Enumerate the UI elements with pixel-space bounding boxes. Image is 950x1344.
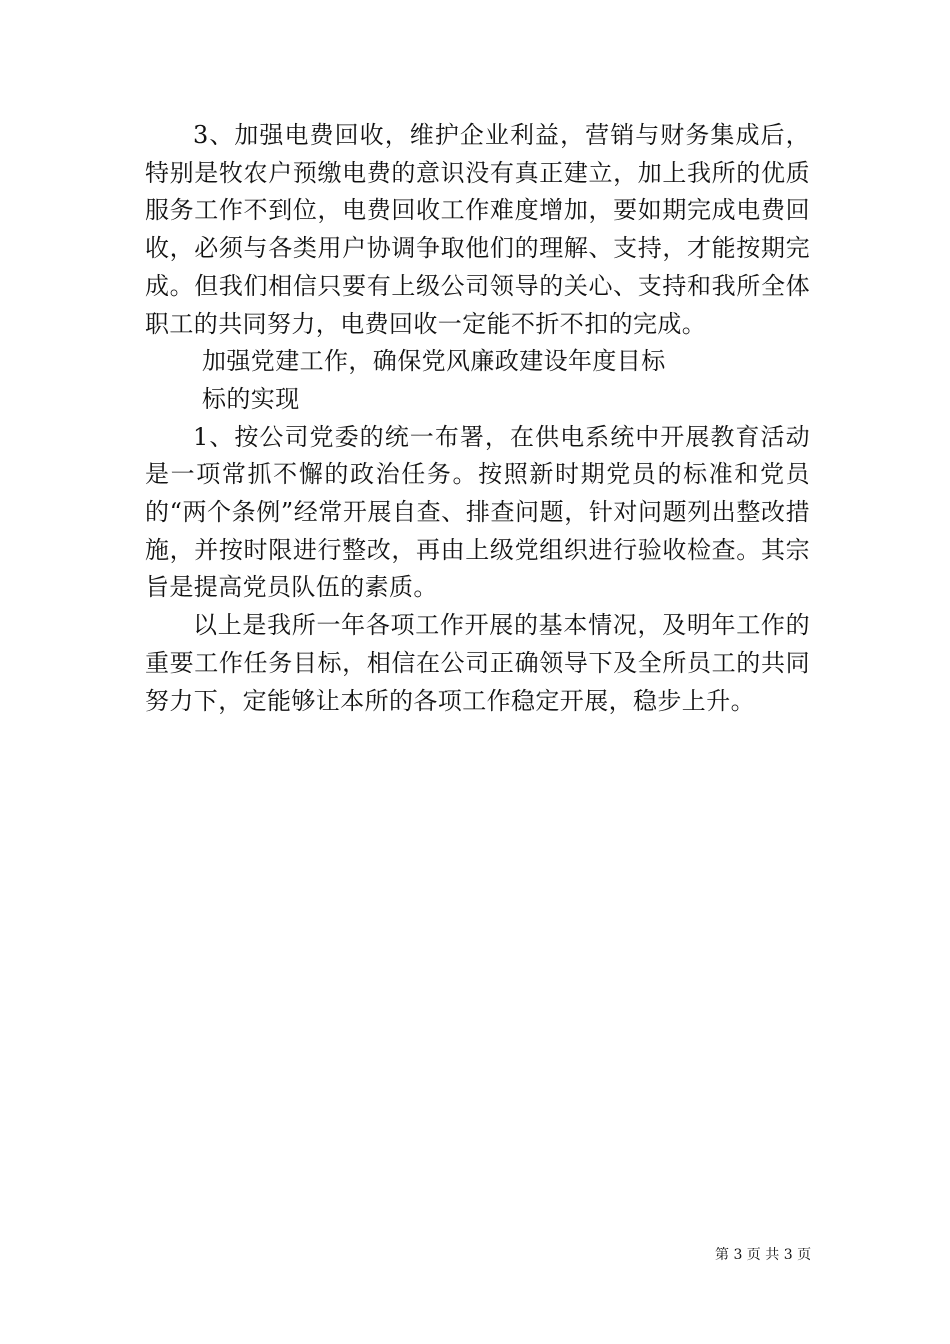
- paragraph-summary: 以上是我所一年各项工作开展的基本情况，及明年工作的重要工作任务目标，相信在公司正确领导下及全所员工的共同努力下，定能够让本所的各项工作稳定开展，稳步上升。: [145, 611, 810, 715]
- paragraph-electricity-fee-collection: 3、加强电费回收，维护企业利益，营销与财务集成后，特别是牧农户预缴电费的意识没有真正建立，加上我所的优质服务工作不到位，电费回收工作难度增加，要如期完成电费回收，必须与各类用户协调争取他们的理解、支持，才能按期完成。但我们相信只要有上级公司领导的关心、支持和我所全体职工的共同努力，电费回收一定能不折不扣的完成。: [145, 121, 810, 338]
- section-heading-party-building: 加强党建工作，确保党风廉政建设年度目标: [202, 347, 666, 376]
- document-body: [145, 117, 810, 720]
- section-heading-continuation: 标的实现: [202, 384, 300, 413]
- page-number-footer: 第 3 页 共 3 页: [715, 1247, 812, 1263]
- paragraph-party-education: 1、按公司党委的统一布署，在供电系统中开展教育活动是一项常抓不懈的政治任务。按照新时期党员的标准和党员的“两个条例”经常开展自查、排查问题，针对问题列出整改措施，并按时限进行整改，再由上级党组织进行验收检查。其宗旨是提高党员队伍的素质。: [145, 422, 810, 602]
